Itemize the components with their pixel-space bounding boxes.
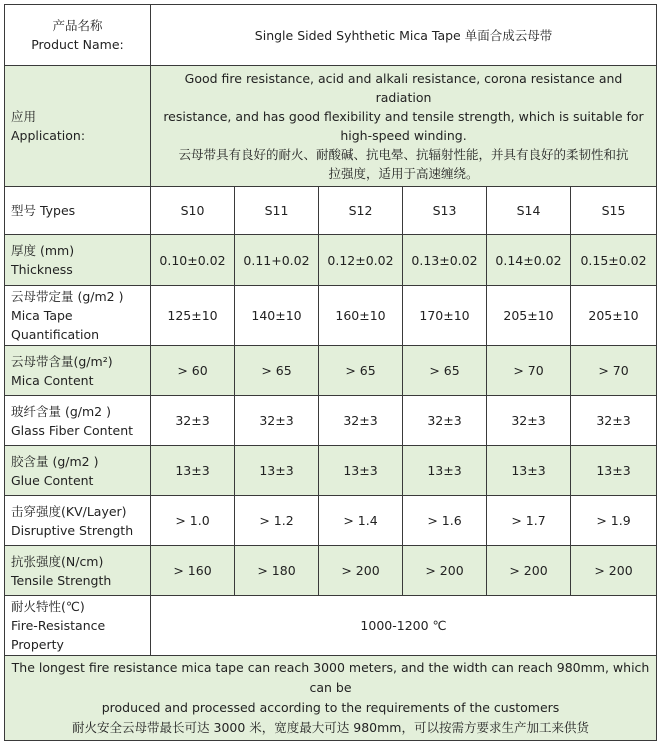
- table-cell: 0.12±0.02: [319, 235, 403, 286]
- mica-content-row: [5, 346, 657, 396]
- table-cell: 0.13±0.02: [403, 235, 487, 286]
- product-name: Single Sided Syhthetic Mica Tape 单面合成云母带: [151, 5, 657, 66]
- quantification-row: [5, 286, 657, 346]
- table-cell: 0.15±0.02: [571, 235, 657, 286]
- table-cell: 0.11+0.02: [235, 235, 319, 286]
- spec-table: [4, 4, 657, 741]
- table-cell: > 65: [319, 346, 403, 396]
- tensile-strength-row: [5, 546, 657, 596]
- types-label: 型号 Types: [5, 187, 151, 235]
- product-row: [5, 5, 657, 66]
- table-cell: 13±3: [319, 446, 403, 496]
- table-cell: 140±10: [235, 286, 319, 346]
- table-cell: 205±10: [571, 286, 657, 346]
- fire-resistance-label: 耐火特性(℃) Fire-Resistance Property: [5, 596, 151, 656]
- mica-content-label: 云母带含量(g/m²) Mica Content: [5, 346, 151, 396]
- table-cell: > 1.4: [319, 496, 403, 546]
- table-cell: 13±3: [487, 446, 571, 496]
- table-cell: > 1.2: [235, 496, 319, 546]
- table-cell: 32±3: [235, 396, 319, 446]
- application-description: Good fire resistance, acid and alkali resistance, corona resistance and radiation resistance, and has good flexibility and tensile strength, which is suitable for high-speed winding. 云母带具有良好的耐火、耐酸碱、抗电晕、抗辐射性能，并具有良好的柔韧性和抗 拉强度，适用于高速缠绕。: [151, 66, 657, 187]
- table-cell: 0.10±0.02: [151, 235, 235, 286]
- table-cell: 13±3: [151, 446, 235, 496]
- glue-content-row: [5, 446, 657, 496]
- quantification-label: 云母带定量 (g/m2 ) Mica Tape Quantification: [5, 286, 151, 346]
- glass-fiber-label: 玻纤含量 (g/m2 ) Glass Fiber Content: [5, 396, 151, 446]
- thickness-row: [5, 235, 657, 286]
- table-cell: > 200: [571, 546, 657, 596]
- table-cell: > 1.9: [571, 496, 657, 546]
- table-cell: > 160: [151, 546, 235, 596]
- footer-note: The longest fire resistance mica tape can reach 3000 meters, and the width can reach 980mm, which can be produced and processed according to the requirements of the customers 耐火安全云母带最长可达 3000 米，宽度最大可达 980mm，可以按需方要求生产加工来供货: [5, 656, 657, 741]
- table-cell: > 70: [571, 346, 657, 396]
- disruptive-strength-label: 击穿强度(KV/Layer) Disruptive Strength: [5, 496, 151, 546]
- table-cell: > 1.0: [151, 496, 235, 546]
- table-cell: > 1.7: [487, 496, 571, 546]
- fire-resistance-value: 1000-1200 ℃: [151, 596, 657, 656]
- table-cell: > 65: [235, 346, 319, 396]
- table-cell: 0.14±0.02: [487, 235, 571, 286]
- table-cell: > 200: [487, 546, 571, 596]
- table-cell: > 200: [403, 546, 487, 596]
- glass-fiber-row: [5, 396, 657, 446]
- tensile-strength-label: 抗张强度(N/cm) Tensile Strength: [5, 546, 151, 596]
- fire-resistance-row: [5, 596, 657, 656]
- type-s14: S14: [487, 187, 571, 235]
- table-cell: > 70: [487, 346, 571, 396]
- table-cell: 13±3: [403, 446, 487, 496]
- table-cell: 160±10: [319, 286, 403, 346]
- table-cell: 13±3: [571, 446, 657, 496]
- footer-row: [5, 656, 657, 741]
- product-label: 产品名称 Product Name:: [5, 5, 151, 66]
- table-cell: > 60: [151, 346, 235, 396]
- table-cell: 170±10: [403, 286, 487, 346]
- table-cell: > 1.6: [403, 496, 487, 546]
- table-cell: 32±3: [571, 396, 657, 446]
- table-cell: 13±3: [235, 446, 319, 496]
- types-row: [5, 187, 657, 235]
- table-cell: > 200: [319, 546, 403, 596]
- type-s11: S11: [235, 187, 319, 235]
- table-cell: 32±3: [487, 396, 571, 446]
- type-s15: S15: [571, 187, 657, 235]
- table-cell: 32±3: [319, 396, 403, 446]
- type-s10: S10: [151, 187, 235, 235]
- glue-content-label: 胶含量 (g/m2 ) Glue Content: [5, 446, 151, 496]
- type-s12: S12: [319, 187, 403, 235]
- application-label: 应用 Application:: [5, 66, 151, 187]
- table-cell: 32±3: [403, 396, 487, 446]
- application-row: [5, 66, 657, 187]
- disruptive-strength-row: [5, 496, 657, 546]
- table-cell: 125±10: [151, 286, 235, 346]
- table-cell: 205±10: [487, 286, 571, 346]
- type-s13: S13: [403, 187, 487, 235]
- table-cell: > 180: [235, 546, 319, 596]
- thickness-label: 厚度 (mm) Thickness: [5, 235, 151, 286]
- table-cell: > 65: [403, 346, 487, 396]
- table-cell: 32±3: [151, 396, 235, 446]
